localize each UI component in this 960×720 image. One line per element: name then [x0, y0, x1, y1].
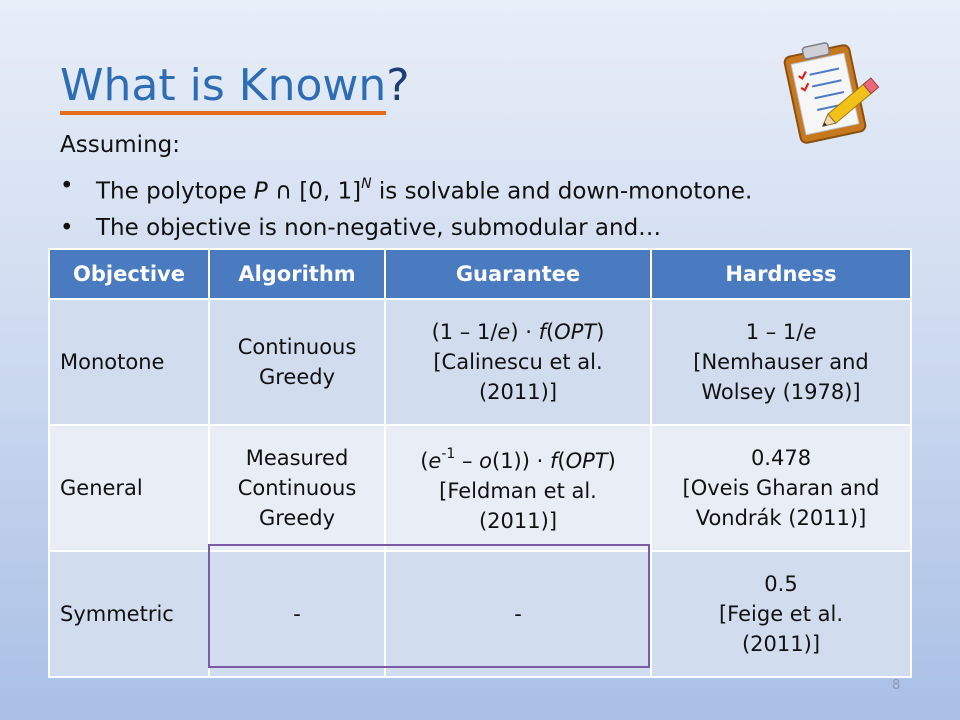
- slide-title: [60, 58, 410, 114]
- hardness-value: 0.5: [764, 572, 798, 596]
- cell-objective: Monotone: [49, 299, 209, 425]
- bullet-polytope: [60, 168, 752, 210]
- algorithm-line: Continuous: [237, 476, 357, 500]
- cell-algorithm: [209, 299, 385, 425]
- algorithm-line: Continuous: [237, 335, 357, 359]
- bullet-text: is solvable and down-monotone.: [371, 178, 753, 205]
- cell-hardness: [651, 299, 911, 425]
- citation-line: [Calinescu et al.: [433, 350, 603, 374]
- cell-objective: General: [49, 425, 209, 551]
- cell-hardness: [651, 551, 911, 677]
- assuming-label: Assuming:: [60, 132, 180, 158]
- bullet-objective: [60, 210, 752, 246]
- citation-line: [Oveis Gharan and: [682, 476, 880, 500]
- hardness-value: 0.478: [750, 446, 812, 470]
- table-row-symmetric: [49, 551, 911, 677]
- citation-line: [Feige et al.: [718, 602, 843, 626]
- citation-line: [Nemhauser and: [693, 350, 869, 374]
- header-hardness: Hardness: [651, 249, 911, 299]
- citation-line: Wolsey (1978)]: [701, 380, 861, 404]
- algorithm-line: Greedy: [258, 506, 336, 530]
- table-header-row: [49, 249, 911, 299]
- page-number: 8: [892, 678, 901, 693]
- citation-line: [Feldman et al.: [439, 478, 597, 503]
- guarantee-formula: (1 – 1/e) · f(OPT): [431, 320, 605, 344]
- cell-hardness: [651, 425, 911, 551]
- table-row-general: [49, 425, 911, 551]
- algorithm-line: Measured: [245, 446, 349, 470]
- table-row-monotone: [49, 299, 911, 425]
- header-guarantee: Guarantee: [385, 249, 651, 299]
- cell-algorithm: -: [209, 551, 385, 677]
- bullet-text: The polytope: [96, 178, 254, 205]
- cell-objective: Symmetric: [49, 551, 209, 677]
- math-var-p: P: [253, 178, 268, 205]
- citation-line: (2011)]: [478, 380, 558, 404]
- citation-line: Vondrák (2011)]: [695, 506, 867, 530]
- bullet-dot: •: [60, 173, 74, 199]
- header-algorithm: Algorithm: [209, 249, 385, 299]
- assumption-list: [60, 168, 752, 246]
- bullet-dot: •: [60, 214, 74, 241]
- guarantee-formula: $(e^{-1} - o(1)) \cdot f(OPT)$: [420, 445, 616, 473]
- hardness-formula: 1 – 1/e: [745, 320, 817, 344]
- results-table: [48, 248, 912, 678]
- math-superscript-n: N: [361, 176, 372, 192]
- cell-algorithm: [209, 425, 385, 551]
- bullet-text: The objective is non-negative, submodular and…: [96, 214, 662, 241]
- header-objective: Objective: [49, 249, 209, 299]
- cell-guarantee: [385, 425, 651, 551]
- clipboard-pencil-icon: [770, 36, 890, 146]
- cell-guarantee: -: [385, 551, 651, 677]
- math-intersection: ∩ [0, 1]: [267, 178, 362, 205]
- title-link-text[interactable]: What is Known: [60, 60, 386, 115]
- title-question-mark: ?: [386, 60, 410, 111]
- algorithm-line: Greedy: [258, 365, 336, 389]
- cell-guarantee: [385, 299, 651, 425]
- citation-line: (2011)]: [741, 632, 821, 656]
- citation-line: (2011)]: [478, 508, 558, 533]
